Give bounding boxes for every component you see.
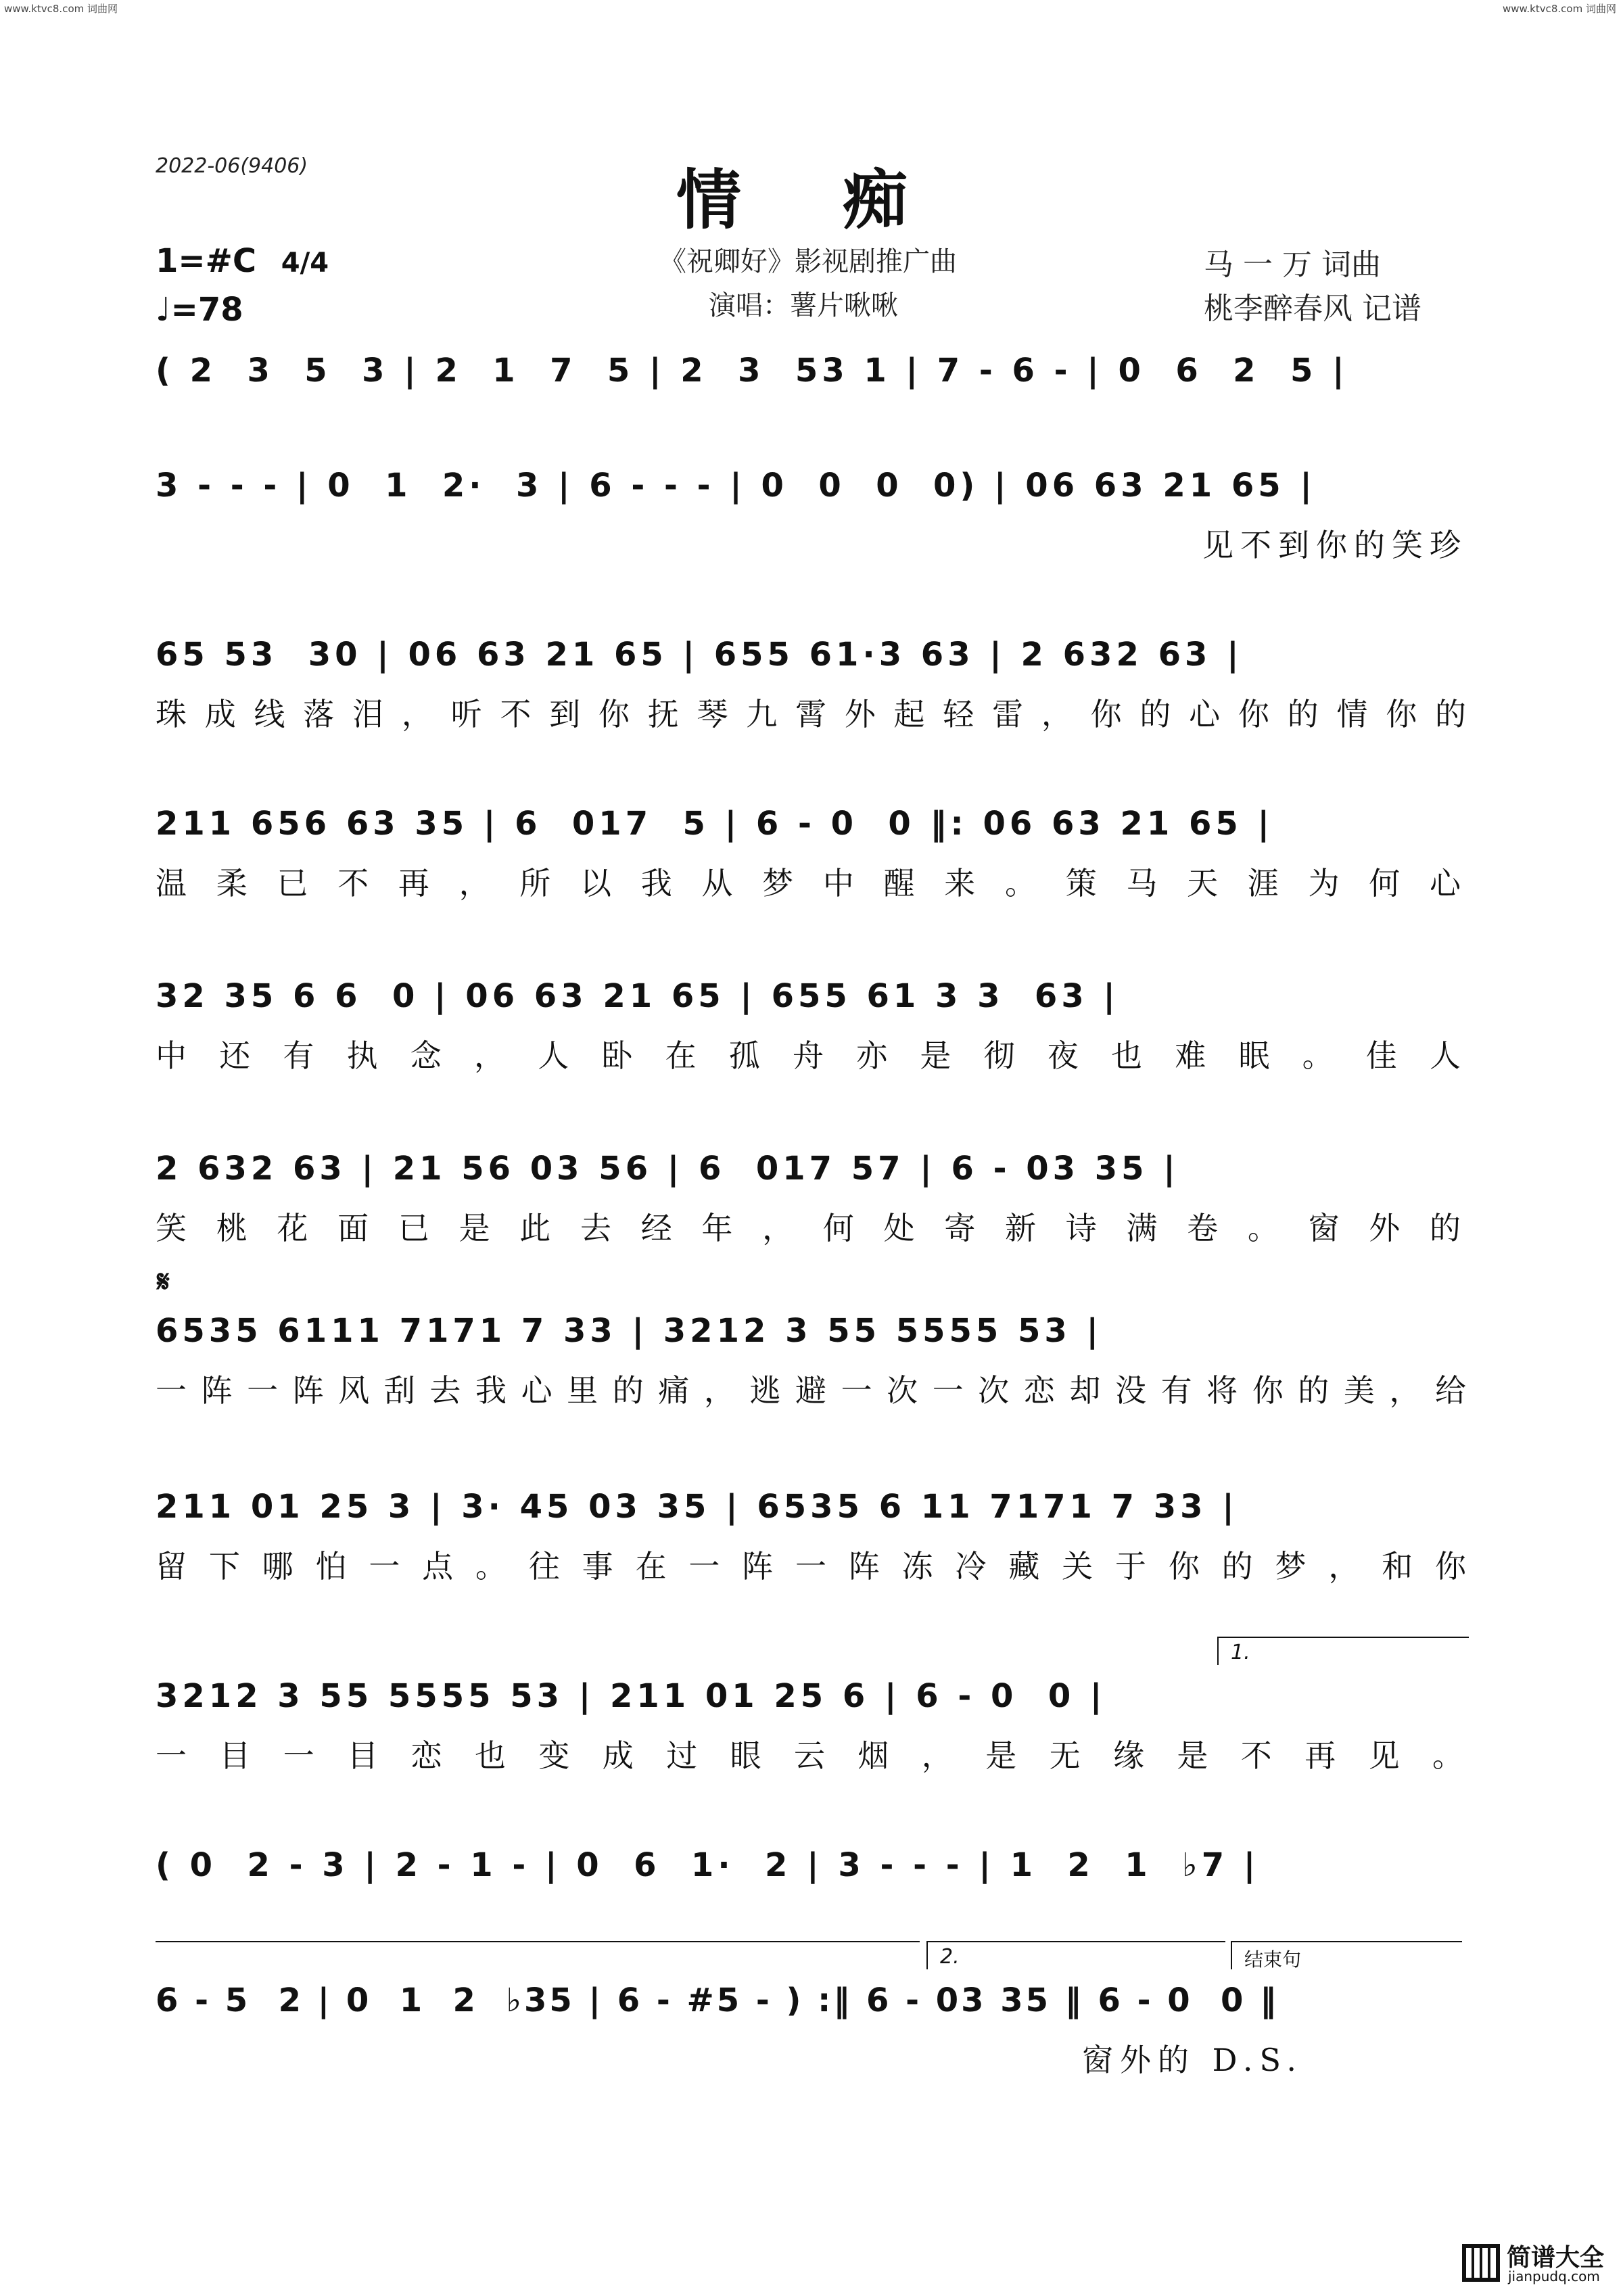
- volta-1-label: 1.: [1231, 1641, 1250, 1664]
- watermark-right: www.ktvc8.com 词曲网: [1502, 3, 1616, 15]
- segno-mark: 𝄋: [157, 1265, 170, 1299]
- page-title: 情痴: [676, 162, 1009, 238]
- note-line: ( 0 2 - 3 | 2 - 1 - | 0 6 1· 2 | 3 - - - | 1 2 1 ♭7 |: [156, 1846, 1260, 1884]
- logo-name: 简谱大全: [1507, 2244, 1605, 2272]
- note-line: 211 656 63 35 | 6 017 5 | 6 - 0 0 ‖: 06 63 21 65 |: [156, 805, 1273, 843]
- piano-icon: [1461, 2243, 1501, 2283]
- note-line: 3 - - - | 0 1 2· 3 | 6 - - - | 0 0 0 0) | 06 63 21 65 |: [156, 467, 1316, 505]
- lyric-line: 窗外的 D.S.: [1082, 2042, 1303, 2078]
- lyric-line: 一阵一阵风刮去我心里的痛，逃避一次一次恋却没有将你的美，给: [156, 1372, 1467, 1409]
- note-line: 3212 3 55 5555 53 | 211 01 25 6 | 6 - 0 0 |: [156, 1677, 1106, 1715]
- subtitle: 《祝卿好》影视剧推广曲: [659, 246, 957, 277]
- lyric-line: 留下哪怕一点。往事在一阵一阵冻冷藏关于你的梦，和你: [156, 1548, 1467, 1585]
- lyric-line: 一目一目恋也变成过眼云烟，是无缘是不再见。: [156, 1737, 1467, 1774]
- lyric-line: 珠成线落泪，听不到你抚琴九霄外起轻雷，你的心你的情你的: [156, 696, 1467, 732]
- logo-url: jianpudq.com: [1508, 2268, 1600, 2285]
- lyric-line: 温柔已不再，所以我从梦中醒来。策马天涯为何心: [156, 865, 1467, 901]
- site-logo: [1461, 2239, 1609, 2286]
- credits-lyrics: 马 一 万 词曲: [1204, 248, 1381, 282]
- key-label: 1=#C: [156, 242, 257, 280]
- credits-transcribe: 桃李醉春风 记谱: [1204, 291, 1421, 326]
- volta-1-bracket: [1217, 1637, 1469, 1665]
- note-line: 211 01 25 3 | 3· 45 03 35 | 6535 6 11 7171 7 33 |: [156, 1488, 1238, 1526]
- note-line: 6535 6111 7171 7 33 | 3212 3 55 5555 53 |: [156, 1312, 1103, 1350]
- note-line: 65 53 30 | 06 63 21 65 | 655 61·3 63 | 2 632 63 |: [156, 636, 1243, 674]
- note-line: 2 632 63 | 21 56 03 56 | 6 017 57 | 6 - 03 35 |: [156, 1150, 1179, 1188]
- lyric-line: 中还有执念，人卧在孤舟亦是彻夜也难眠。佳人: [156, 1037, 1467, 1074]
- tempo-mark: ♩=78: [156, 291, 243, 329]
- note-line: 6 - 5 2 | 0 1 2 ♭35 | 6 - #5 - ) :‖ 6 - 03 35 ‖ 6 - 0 0 ‖: [156, 1982, 1279, 2019]
- score-code: 2022-06(9406): [156, 154, 308, 178]
- ending-bracket: [1231, 1941, 1462, 1969]
- time-signature: 4/4: [281, 248, 329, 279]
- volta-2-bracket: [926, 1941, 1225, 1969]
- note-line: 32 35 6 6 0 | 06 63 21 65 | 655 61 3 3 63 |: [156, 977, 1119, 1015]
- watermark-left: www.ktvc8.com 词曲网: [4, 3, 118, 15]
- volta-2-label: 2.: [940, 1945, 960, 1969]
- key-signature: [156, 242, 329, 280]
- lyric-line: 见不到你的笑珍: [1202, 527, 1467, 563]
- lyric-line: 笑桃花面已是此去经年，何处寄新诗满卷。窗外的: [156, 1210, 1467, 1246]
- ending-label: 结束句: [1244, 1948, 1302, 1971]
- singer: 演唱：薯片啾啾: [709, 290, 898, 321]
- note-line: ( 2 3 5 3 | 2 1 7 5 | 2 3 53 1 | 7 - 6 - | 0 6 2 5 |: [156, 352, 1348, 390]
- staff-divider: [156, 1941, 920, 1942]
